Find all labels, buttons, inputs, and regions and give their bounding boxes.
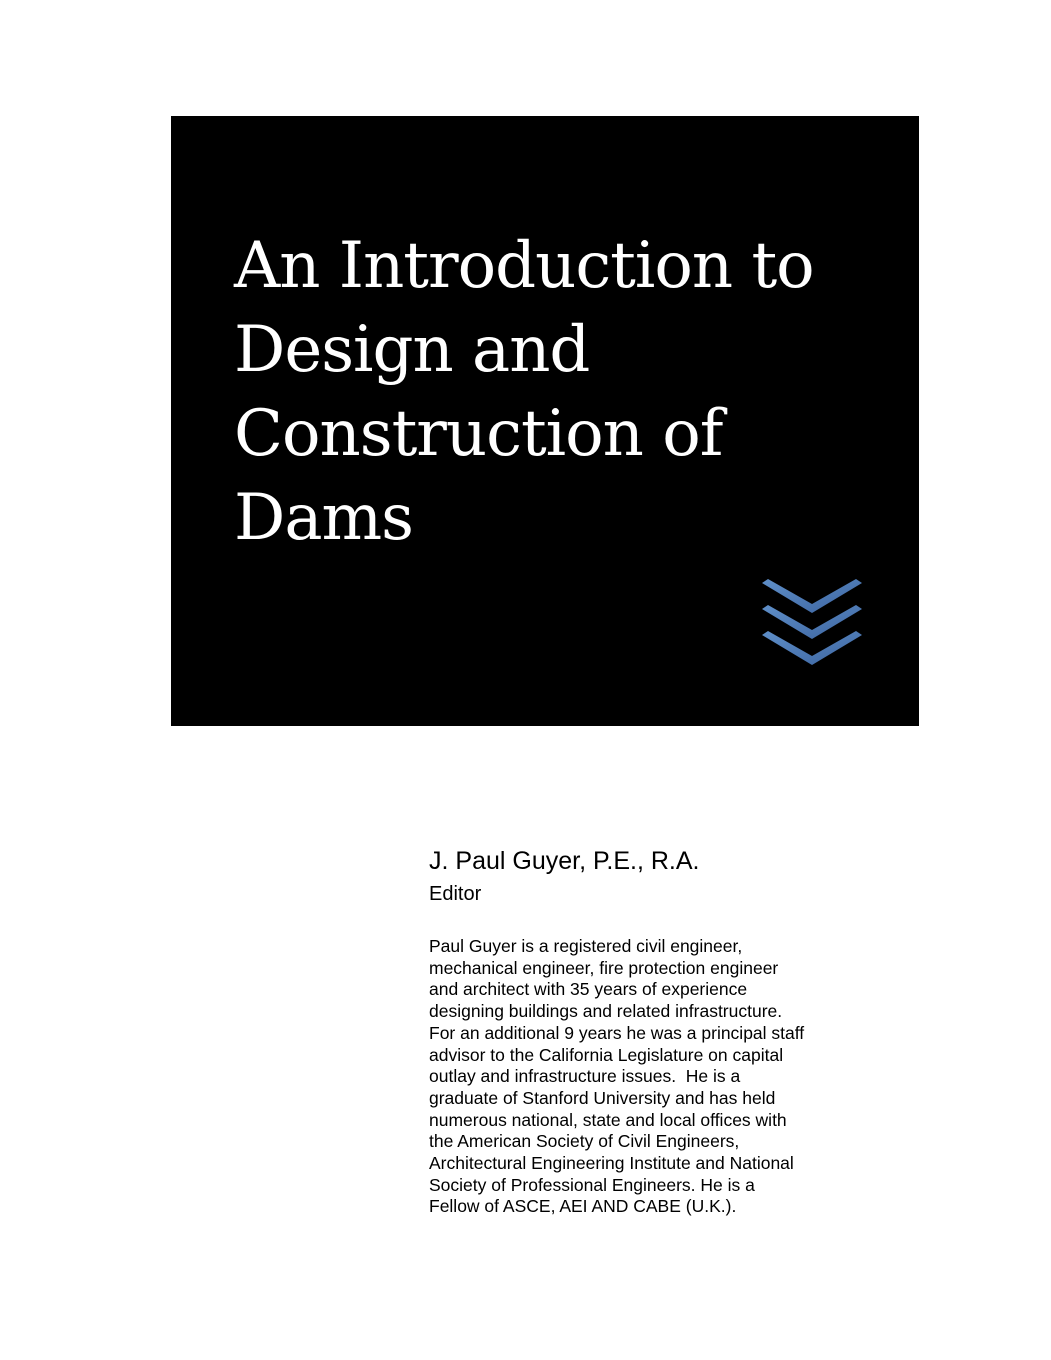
- bio-line: Architectural Engineering Institute and National: [429, 1153, 794, 1174]
- bio-line: graduate of Stanford University and has held: [429, 1087, 776, 1108]
- bio-line: Fellow of ASCE, AEI AND CABE (U.K.).: [429, 1196, 737, 1217]
- title-line-3: Construction of: [234, 397, 723, 471]
- author-role: Editor: [429, 883, 482, 905]
- author-name: J. Paul Guyer, P.E., R.A.: [429, 847, 700, 875]
- bio-line: outlay and infrastructure issues. He is a: [429, 1066, 741, 1087]
- bio-line: For an additional 9 years he was a principal staff: [429, 1022, 805, 1043]
- cover-title-block: [171, 116, 919, 726]
- title-line-2: Design and: [234, 313, 590, 387]
- bio-line: the American Society of Civil Engineers,: [429, 1131, 740, 1152]
- triple-chevron-down-icon: [762, 579, 862, 673]
- bio-line: mechanical engineer, fire protection engineer: [429, 957, 779, 978]
- author-bio: [429, 936, 869, 1218]
- bio-line: designing buildings and related infrastructure.: [429, 1001, 783, 1022]
- title-line-4: Dams: [234, 481, 413, 555]
- chevron-1: [762, 579, 862, 613]
- title-line-1: An Introduction to: [234, 229, 814, 303]
- book-title: [234, 224, 894, 560]
- bio-line: and architect with 35 years of experience: [429, 979, 748, 1000]
- bio-line: advisor to the California Legislature on capital: [429, 1044, 784, 1065]
- author-block: [429, 842, 869, 908]
- bio-line: Society of Professional Engineers. He is a: [429, 1174, 755, 1195]
- bio-line: Paul Guyer is a registered civil engineer,: [429, 936, 743, 956]
- bio-line: numerous national, state and local offices with: [429, 1109, 787, 1130]
